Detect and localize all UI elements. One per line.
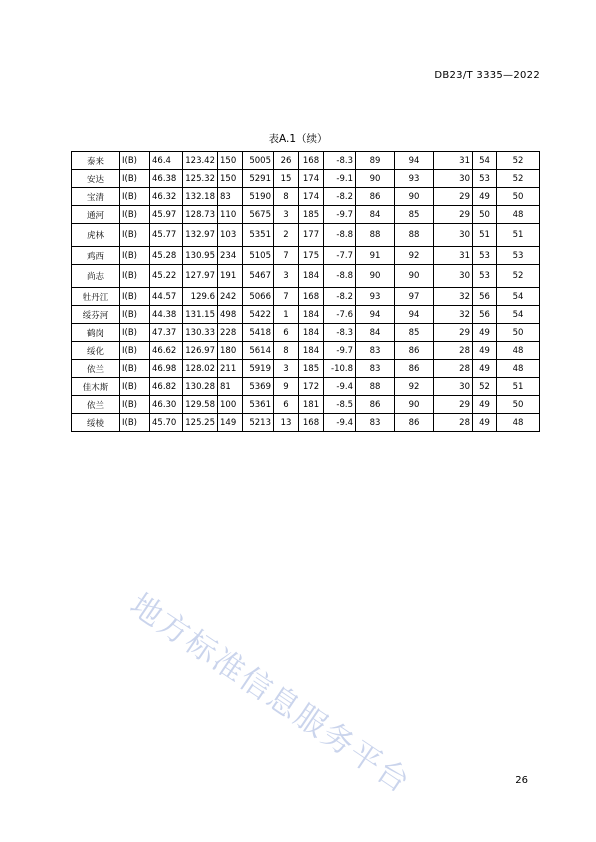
table-cell: -8.2 <box>324 288 356 306</box>
table-cell: 130.95 <box>183 247 218 265</box>
table-cell: 50 <box>497 188 540 206</box>
table-cell: Ⅰ(B) <box>120 378 150 396</box>
table-cell: 44.57 <box>150 288 183 306</box>
table-cell: 3 <box>274 265 299 288</box>
table-cell: 53 <box>473 170 497 188</box>
table-cell: 5919 <box>243 360 274 378</box>
table-cell: 56 <box>473 288 497 306</box>
table-cell: 128.73 <box>183 206 218 224</box>
table-cell: Ⅰ(B) <box>120 414 150 432</box>
table-row <box>72 324 540 342</box>
table-cell: -9.4 <box>324 378 356 396</box>
table-cell: 110 <box>218 206 243 224</box>
table-cell: 53 <box>473 247 497 265</box>
table-row <box>72 206 540 224</box>
table-cell: 52 <box>497 152 540 170</box>
table-cell: 92 <box>395 378 434 396</box>
station-name-cell: 绥棱 <box>72 414 120 432</box>
table-cell: 30 <box>434 265 473 288</box>
table-cell: 181 <box>299 396 324 414</box>
table-cell: 131.15 <box>183 306 218 324</box>
station-name-cell: 泰来 <box>72 152 120 170</box>
table-cell: 129.6 <box>183 288 218 306</box>
table-cell: 228 <box>218 324 243 342</box>
table-cell: 91 <box>356 247 395 265</box>
table-cell: Ⅰ(B) <box>120 152 150 170</box>
table-cell: 103 <box>218 224 243 247</box>
table-cell: 130.33 <box>183 324 218 342</box>
station-name-cell: 鹤岗 <box>72 324 120 342</box>
table-cell: 13 <box>274 414 299 432</box>
table-cell: 81 <box>218 378 243 396</box>
table-cell: 50 <box>473 206 497 224</box>
table-row <box>72 306 540 324</box>
watermark: 地方标准信息服务平台 <box>123 586 418 802</box>
table-cell: 90 <box>356 265 395 288</box>
table-cell: 90 <box>395 396 434 414</box>
table-cell: 46.32 <box>150 188 183 206</box>
table-cell: 234 <box>218 247 243 265</box>
station-name-cell: 安达 <box>72 170 120 188</box>
table-cell: Ⅰ(B) <box>120 288 150 306</box>
table-cell: 97 <box>395 288 434 306</box>
table-cell: 28 <box>434 342 473 360</box>
table-cell: 242 <box>218 288 243 306</box>
table-cell: 125.32 <box>183 170 218 188</box>
table-cell: 184 <box>299 324 324 342</box>
table-cell: -10.8 <box>324 360 356 378</box>
table-cell: 86 <box>395 342 434 360</box>
table-cell: 46.30 <box>150 396 183 414</box>
table-cell: -9.1 <box>324 170 356 188</box>
station-name-cell: 尚志 <box>72 265 120 288</box>
table-cell: 30 <box>434 224 473 247</box>
table-cell: -8.8 <box>324 224 356 247</box>
table-cell: 51 <box>497 224 540 247</box>
table-row <box>72 342 540 360</box>
table-row <box>72 170 540 188</box>
table-cell: 48 <box>497 414 540 432</box>
table-cell: 5467 <box>243 265 274 288</box>
station-name-cell: 鸡西 <box>72 247 120 265</box>
table-cell: 56 <box>473 306 497 324</box>
table-cell: 90 <box>356 170 395 188</box>
table-cell: 175 <box>299 247 324 265</box>
table-cell: 123.42 <box>183 152 218 170</box>
table-cell: 8 <box>274 188 299 206</box>
table-cell: 45.22 <box>150 265 183 288</box>
table-row <box>72 224 540 247</box>
table-cell: 50 <box>497 324 540 342</box>
table-cell: 5066 <box>243 288 274 306</box>
table-cell: 5418 <box>243 324 274 342</box>
table-cell: 90 <box>395 188 434 206</box>
table-cell: 83 <box>356 342 395 360</box>
table-cell: 28 <box>434 360 473 378</box>
table-cell: Ⅰ(B) <box>120 247 150 265</box>
table-cell: Ⅰ(B) <box>120 206 150 224</box>
table-cell: 90 <box>395 265 434 288</box>
table-cell: 52 <box>473 378 497 396</box>
table-cell: 128.02 <box>183 360 218 378</box>
table-cell: 46.98 <box>150 360 183 378</box>
table-cell: 177 <box>299 224 324 247</box>
table-cell: 7 <box>274 247 299 265</box>
table-cell: 180 <box>218 342 243 360</box>
table-cell: 50 <box>497 396 540 414</box>
table-cell: 3 <box>274 360 299 378</box>
table-cell: 185 <box>299 360 324 378</box>
table-cell: 49 <box>473 414 497 432</box>
table-cell: 93 <box>356 288 395 306</box>
table-cell: -8.5 <box>324 396 356 414</box>
station-name-cell: 虎林 <box>72 224 120 247</box>
station-name-cell: 依兰 <box>72 396 120 414</box>
table-cell: Ⅰ(B) <box>120 342 150 360</box>
table-cell: 168 <box>299 414 324 432</box>
table-cell: 5190 <box>243 188 274 206</box>
table-cell: 46.62 <box>150 342 183 360</box>
station-name-cell: 绥芬河 <box>72 306 120 324</box>
table-cell: -9.4 <box>324 414 356 432</box>
table-cell: 32 <box>434 288 473 306</box>
table-cell: 49 <box>473 342 497 360</box>
table-row <box>72 360 540 378</box>
table-cell: 8 <box>274 342 299 360</box>
table-cell: Ⅰ(B) <box>120 170 150 188</box>
table-cell: 83 <box>218 188 243 206</box>
table-cell: Ⅰ(B) <box>120 324 150 342</box>
table-cell: 125.25 <box>183 414 218 432</box>
table-cell: 48 <box>497 360 540 378</box>
station-name-cell: 宝清 <box>72 188 120 206</box>
table-cell: Ⅰ(B) <box>120 306 150 324</box>
table-cell: 49 <box>473 396 497 414</box>
table-cell: 7 <box>274 288 299 306</box>
table-cell: 94 <box>395 152 434 170</box>
table-cell: 191 <box>218 265 243 288</box>
table-cell: 1 <box>274 306 299 324</box>
table-cell: 32 <box>434 306 473 324</box>
table-cell: 92 <box>395 247 434 265</box>
table-cell: 48 <box>497 206 540 224</box>
table-cell: 45.97 <box>150 206 183 224</box>
table-caption: 表A.1（续） <box>268 133 328 145</box>
table-cell: 5361 <box>243 396 274 414</box>
table-cell: 184 <box>299 306 324 324</box>
table-cell: 5105 <box>243 247 274 265</box>
table-cell: 85 <box>395 324 434 342</box>
table-cell: 52 <box>497 265 540 288</box>
table-cell: 26 <box>274 152 299 170</box>
table-cell: 184 <box>299 265 324 288</box>
table-cell: -7.7 <box>324 247 356 265</box>
table-cell: 47.37 <box>150 324 183 342</box>
table-row <box>72 396 540 414</box>
page-number: 26 <box>515 775 528 786</box>
table-cell: 31 <box>434 247 473 265</box>
table-cell: 29 <box>434 324 473 342</box>
table-cell: 46.82 <box>150 378 183 396</box>
table-cell: 211 <box>218 360 243 378</box>
table-cell: 127.97 <box>183 265 218 288</box>
table-row <box>72 265 540 288</box>
table-cell: 51 <box>473 224 497 247</box>
table-cell: 53 <box>473 265 497 288</box>
table-cell: Ⅰ(B) <box>120 188 150 206</box>
table-cell: 3 <box>274 206 299 224</box>
table-cell: 85 <box>395 206 434 224</box>
table-cell: 49 <box>473 324 497 342</box>
table-cell: 54 <box>473 152 497 170</box>
table-cell: -8.3 <box>324 324 356 342</box>
table-cell: 46.38 <box>150 170 183 188</box>
station-name-cell: 通河 <box>72 206 120 224</box>
table-cell: 88 <box>356 224 395 247</box>
table-cell: 132.18 <box>183 188 218 206</box>
table-cell: 29 <box>434 188 473 206</box>
table-cell: 46.4 <box>150 152 183 170</box>
station-name-cell: 牡丹江 <box>72 288 120 306</box>
table-cell: 88 <box>356 378 395 396</box>
table-cell: 28 <box>434 414 473 432</box>
table-cell: Ⅰ(B) <box>120 224 150 247</box>
table-cell: -9.7 <box>324 206 356 224</box>
table-cell: 5213 <box>243 414 274 432</box>
table-row <box>72 188 540 206</box>
table-cell: 86 <box>356 188 395 206</box>
table-cell: 86 <box>395 414 434 432</box>
table-cell: 84 <box>356 324 395 342</box>
table-cell: 498 <box>218 306 243 324</box>
table-cell: 30 <box>434 170 473 188</box>
table-cell: 45.77 <box>150 224 183 247</box>
table-cell: 5351 <box>243 224 274 247</box>
table-cell: 88 <box>395 224 434 247</box>
table-row <box>72 288 540 306</box>
station-name-cell: 依兰 <box>72 360 120 378</box>
table-cell: -9.7 <box>324 342 356 360</box>
table-cell: 94 <box>395 306 434 324</box>
table-cell: Ⅰ(B) <box>120 396 150 414</box>
table-cell: 53 <box>497 247 540 265</box>
table-cell: Ⅰ(B) <box>120 265 150 288</box>
table-cell: 5614 <box>243 342 274 360</box>
table-cell: 150 <box>218 170 243 188</box>
table-cell: 184 <box>299 342 324 360</box>
table-row <box>72 378 540 396</box>
table-cell: 84 <box>356 206 395 224</box>
table-cell: 2 <box>274 224 299 247</box>
station-name-cell: 佳木斯 <box>72 378 120 396</box>
table-cell: 129.58 <box>183 396 218 414</box>
table-row <box>72 247 540 265</box>
table-cell: 150 <box>218 152 243 170</box>
table-cell: 132.97 <box>183 224 218 247</box>
table-cell: 54 <box>497 288 540 306</box>
table-cell: 100 <box>218 396 243 414</box>
table-cell: 168 <box>299 288 324 306</box>
table-cell: 5369 <box>243 378 274 396</box>
table-cell: 9 <box>274 378 299 396</box>
table-cell: 86 <box>395 360 434 378</box>
table-cell: -8.8 <box>324 265 356 288</box>
table-cell: 130.28 <box>183 378 218 396</box>
table-cell: 29 <box>434 206 473 224</box>
table-cell: 5675 <box>243 206 274 224</box>
table-cell: 45.28 <box>150 247 183 265</box>
table-cell: 5422 <box>243 306 274 324</box>
table-cell: 49 <box>473 360 497 378</box>
table-cell: Ⅰ(B) <box>120 360 150 378</box>
table-cell: 174 <box>299 188 324 206</box>
table-cell: -8.2 <box>324 188 356 206</box>
table-cell: 83 <box>356 414 395 432</box>
table-cell: 6 <box>274 396 299 414</box>
table-cell: 86 <box>356 396 395 414</box>
table-cell: 51 <box>497 378 540 396</box>
standard-code: DB23/T 3335—2022 <box>434 70 540 81</box>
table-cell: 15 <box>274 170 299 188</box>
table-cell: 52 <box>497 170 540 188</box>
station-name-cell: 绥化 <box>72 342 120 360</box>
table-cell: 149 <box>218 414 243 432</box>
table-cell: 185 <box>299 206 324 224</box>
table-cell: 83 <box>356 360 395 378</box>
table-cell: 89 <box>356 152 395 170</box>
table-cell: 54 <box>497 306 540 324</box>
table-cell: 168 <box>299 152 324 170</box>
table-cell: 6 <box>274 324 299 342</box>
climate-data-table <box>71 151 540 432</box>
table-cell: 93 <box>395 170 434 188</box>
table-cell: 45.70 <box>150 414 183 432</box>
table-cell: 5291 <box>243 170 274 188</box>
table-row <box>72 152 540 170</box>
table-cell: 44.38 <box>150 306 183 324</box>
table-cell: 30 <box>434 378 473 396</box>
table-cell: 31 <box>434 152 473 170</box>
table-cell: 29 <box>434 396 473 414</box>
table-cell: 48 <box>497 342 540 360</box>
table-cell: -8.3 <box>324 152 356 170</box>
table-cell: 172 <box>299 378 324 396</box>
table-cell: -7.6 <box>324 306 356 324</box>
table-row <box>72 414 540 432</box>
table-cell: 94 <box>356 306 395 324</box>
table-cell: 126.97 <box>183 342 218 360</box>
table-cell: 174 <box>299 170 324 188</box>
table-cell: 5005 <box>243 152 274 170</box>
table-cell: 49 <box>473 188 497 206</box>
